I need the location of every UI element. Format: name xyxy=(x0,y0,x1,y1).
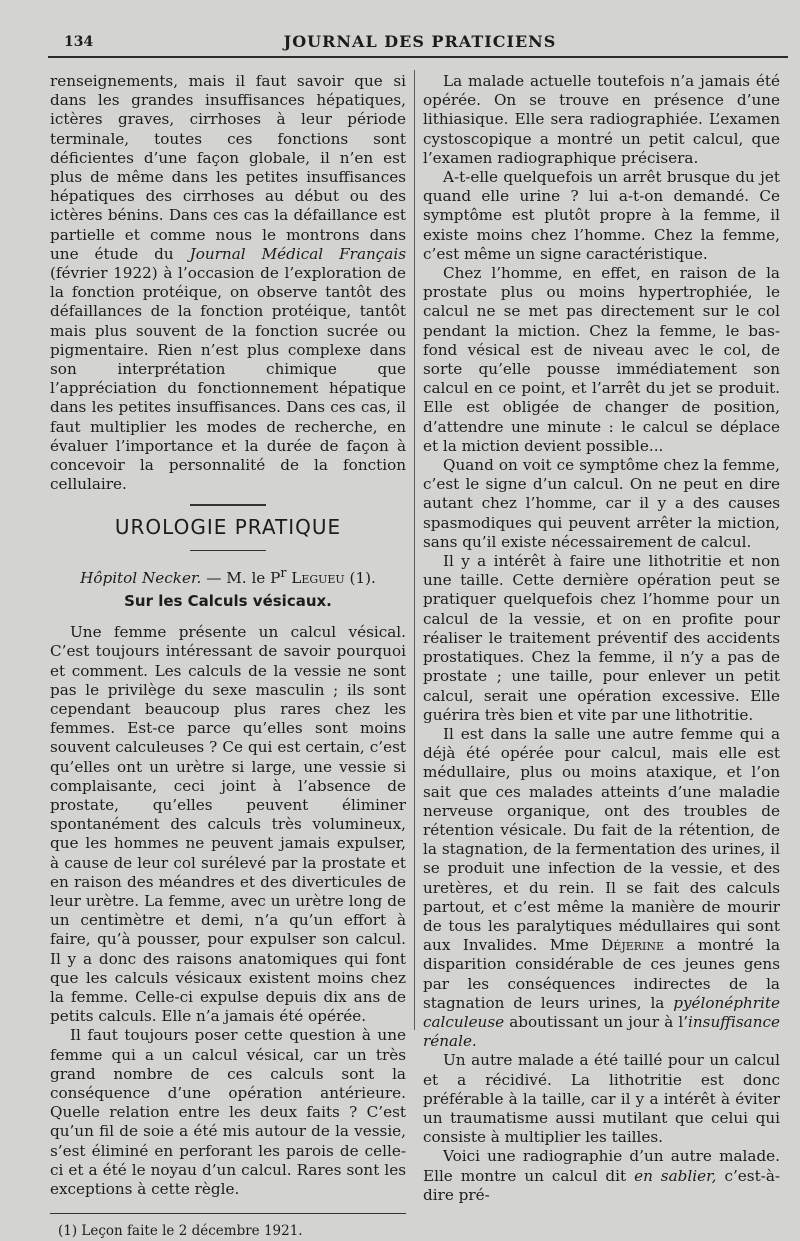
person-name: Déjerine xyxy=(601,936,665,955)
column-divider xyxy=(414,70,415,1030)
header-rule xyxy=(48,56,788,58)
paragraph: Un autre malade a été taillé pour un calcul et a récidivé. La lithotritie est donc préférable à la taille, car il y a intérêt à éviter un traumatisme aussi mutilant que celui qui consiste à multiplier les tailles. xyxy=(423,1051,780,1147)
paragraph: Il y a intérêt à faire une lithotritie et non une taille. Cette dernière opération peut se pratiquer quelquefois chez l’homme pour un calcul de la vessie, et on en profite pour réaliser le traitement préventif des accidents prostatiques. Chez la femme, il n’y a pas de prostate ; une taille, pour enlever un petit calcul, serait une opération excessive. Elle guérira très bien et vite par une lithotritie. xyxy=(423,552,780,724)
footnote-rule xyxy=(50,1213,406,1214)
professor-name: Legueu xyxy=(291,568,345,587)
right-column xyxy=(423,72,780,1205)
paragraph: Il faut toujours poser cette question à une femme qui a un calcul vésical, car un très grand nombre de ces calculs sont la conséquence d’une opération antérieure. Quelle relation entre les deux faits ? C’est qu’un fil de soie a été mis autour de la vessie, s’est éliminé en perforant les parois de celle-ci et a été le noyau d’un calcul. Rares sont les exceptions à cette règle. xyxy=(50,1026,406,1199)
article-subtitle: Sur les Calculs vésicaux. xyxy=(124,591,332,610)
paragraph: Chez l’homme, en effet, en raison de la prostate plus ou moins hypertrophiée, le calcul ne se met pas directement sur le col pendant la miction. Chez la femme, le bas-fond vésical est de niveau avec le col, de sorte qu’elle pousse immédiatement son calcul en ce point, et l’arrêt du jet se produit. Elle est obligée de changer de position, d’attendre une minute : le calcul se déplace et la miction devient possible... xyxy=(423,264,780,455)
paragraph: renseignements, mais il faut savoir que si dans les grandes insuffisances hépatiques, ictères graves, cirrhoses à leur période terminale, toutes ces fonctions sont déficientes d’une façon globale, il n’en est plus de même dans les petites insuffisances hépatiques des cirrhoses au début ou des ictères bénins. Dans ces cas la défaillance est partielle et comme nous le montrons dans une étude du Journal Médical Français (février 1922) à l’occasion de l’exploration de la fonction protéique, on observe tantôt des défaillances de la fonction protéique, tantôt mais plus souvent de la fonction sucrée ou pigmentaire. Rien n’est plus complexe dans son interprétation chimique que l’appréciation du fonctionnement hépatique dans les petites insuffisances. Dans ces cas, il faut multiplier les modes de recherche, en évaluer l’importance et la durée de façon à concevoir la personnalité de la fonction cellulaire. xyxy=(50,72,406,494)
section-title: UROLOGIE PRATIQUE xyxy=(114,515,342,540)
page-header xyxy=(0,34,800,54)
journal-reference: Journal Médical Français xyxy=(189,244,406,263)
paragraph: La malade actuelle toutefois n’a jamais été opérée. On se trouve en présence d’une lithiasique. Elle sera radiographiée. L’examen cystoscopique a montré un petit calcul, que l’examen radiographique précisera. xyxy=(423,72,780,167)
section-separator xyxy=(190,504,266,506)
left-column xyxy=(50,72,406,1241)
page-number: 134 xyxy=(64,34,94,50)
paragraph: Une femme présente un calcul vésical. C’est toujours intéressant de savoir pourquoi et comment. Les calculs de la vessie ne sont pas le privilège du sexe masculin ; ils sont cependant beaucoup plus rares chez les femmes. Est-ce parce qu’elles sont moins souvent calculeuses ? Ce qui est certain, c’est qu’elles ont un urètre si large, une vessie si complaisante, ceci joint à l’absence de prostate, qu’elles peuvent éliminer spontanément des calculs très volumineux, que les hommes ne peuvent jamais expulser, à cause de leur col surélevé par la prostate et en raison des méandres et des diverticules de leur urètre. La femme, avec un urètre long de un centimètre et demi, n’a qu’un effort à faire, qu’à pousser, pour expulser son calcul. Il y a donc des raisons anatomiques qui font que les calculs vésicaux existent moins chez la femme. Celle-ci expulse depuis dix ans de petits calculs. Elle n’a jamais été opérée. xyxy=(50,623,406,1026)
lecture-attribution: Hôpitol Necker. — M. le $P^r$ Legueu (1). xyxy=(80,564,376,587)
journal-title: JOURNAL DES PRATICIENS xyxy=(283,32,557,51)
paragraph: Il est dans la salle une autre femme qui a déjà été opérée pour calcul, mais elle est médullaire, plus ou moins ataxique, et l’on sait que ces malades atteints d’une maladie nerveuse organique, ont des troubles de rétention vésicale. Du fait de la rétention, de la stagnation, de la fermentation des urines, il se produit une infection de la vessie, et des uretères, et du rein. Il se fait des calculs partout, et c’est même la manière de mourir de tous les paralytiques médullaires qui sont aux Invalides. Mme Déjerine a montré la disparition considérable de ces jeunes gens par les conséquences indirectes de la stagnation de leurs urines, la pyélonéphrite calculeuse aboutissant un jour à l’insuffisance rénale. xyxy=(423,724,780,1051)
paragraph: Voici une radiographie d’un autre malade. Elle montre un calcul dit en sablier, c’est-à-dire pré- xyxy=(423,1147,781,1204)
paragraph: Quand on voit ce symptôme chez la femme, c’est le signe d’un calcul. On ne peut en dire autant chez l’homme, car il y a des causes spasmodiques qui peuvent arrêter la miction, sans qu’il existe nécessairement de calcul. xyxy=(423,456,780,551)
title-underline xyxy=(190,550,266,551)
footnote: (1) Leçon faite le 2 décembre 1921. xyxy=(58,1223,303,1240)
paragraph: A-t-elle quelquefois un arrêt brusque du jet quand elle urine ? lui a-t-on demandé. Ce symptôme est plutôt propre à la femme, il existe moins chez l’homme. Chez la femme, c’est même un signe caractéristique. xyxy=(423,168,780,263)
